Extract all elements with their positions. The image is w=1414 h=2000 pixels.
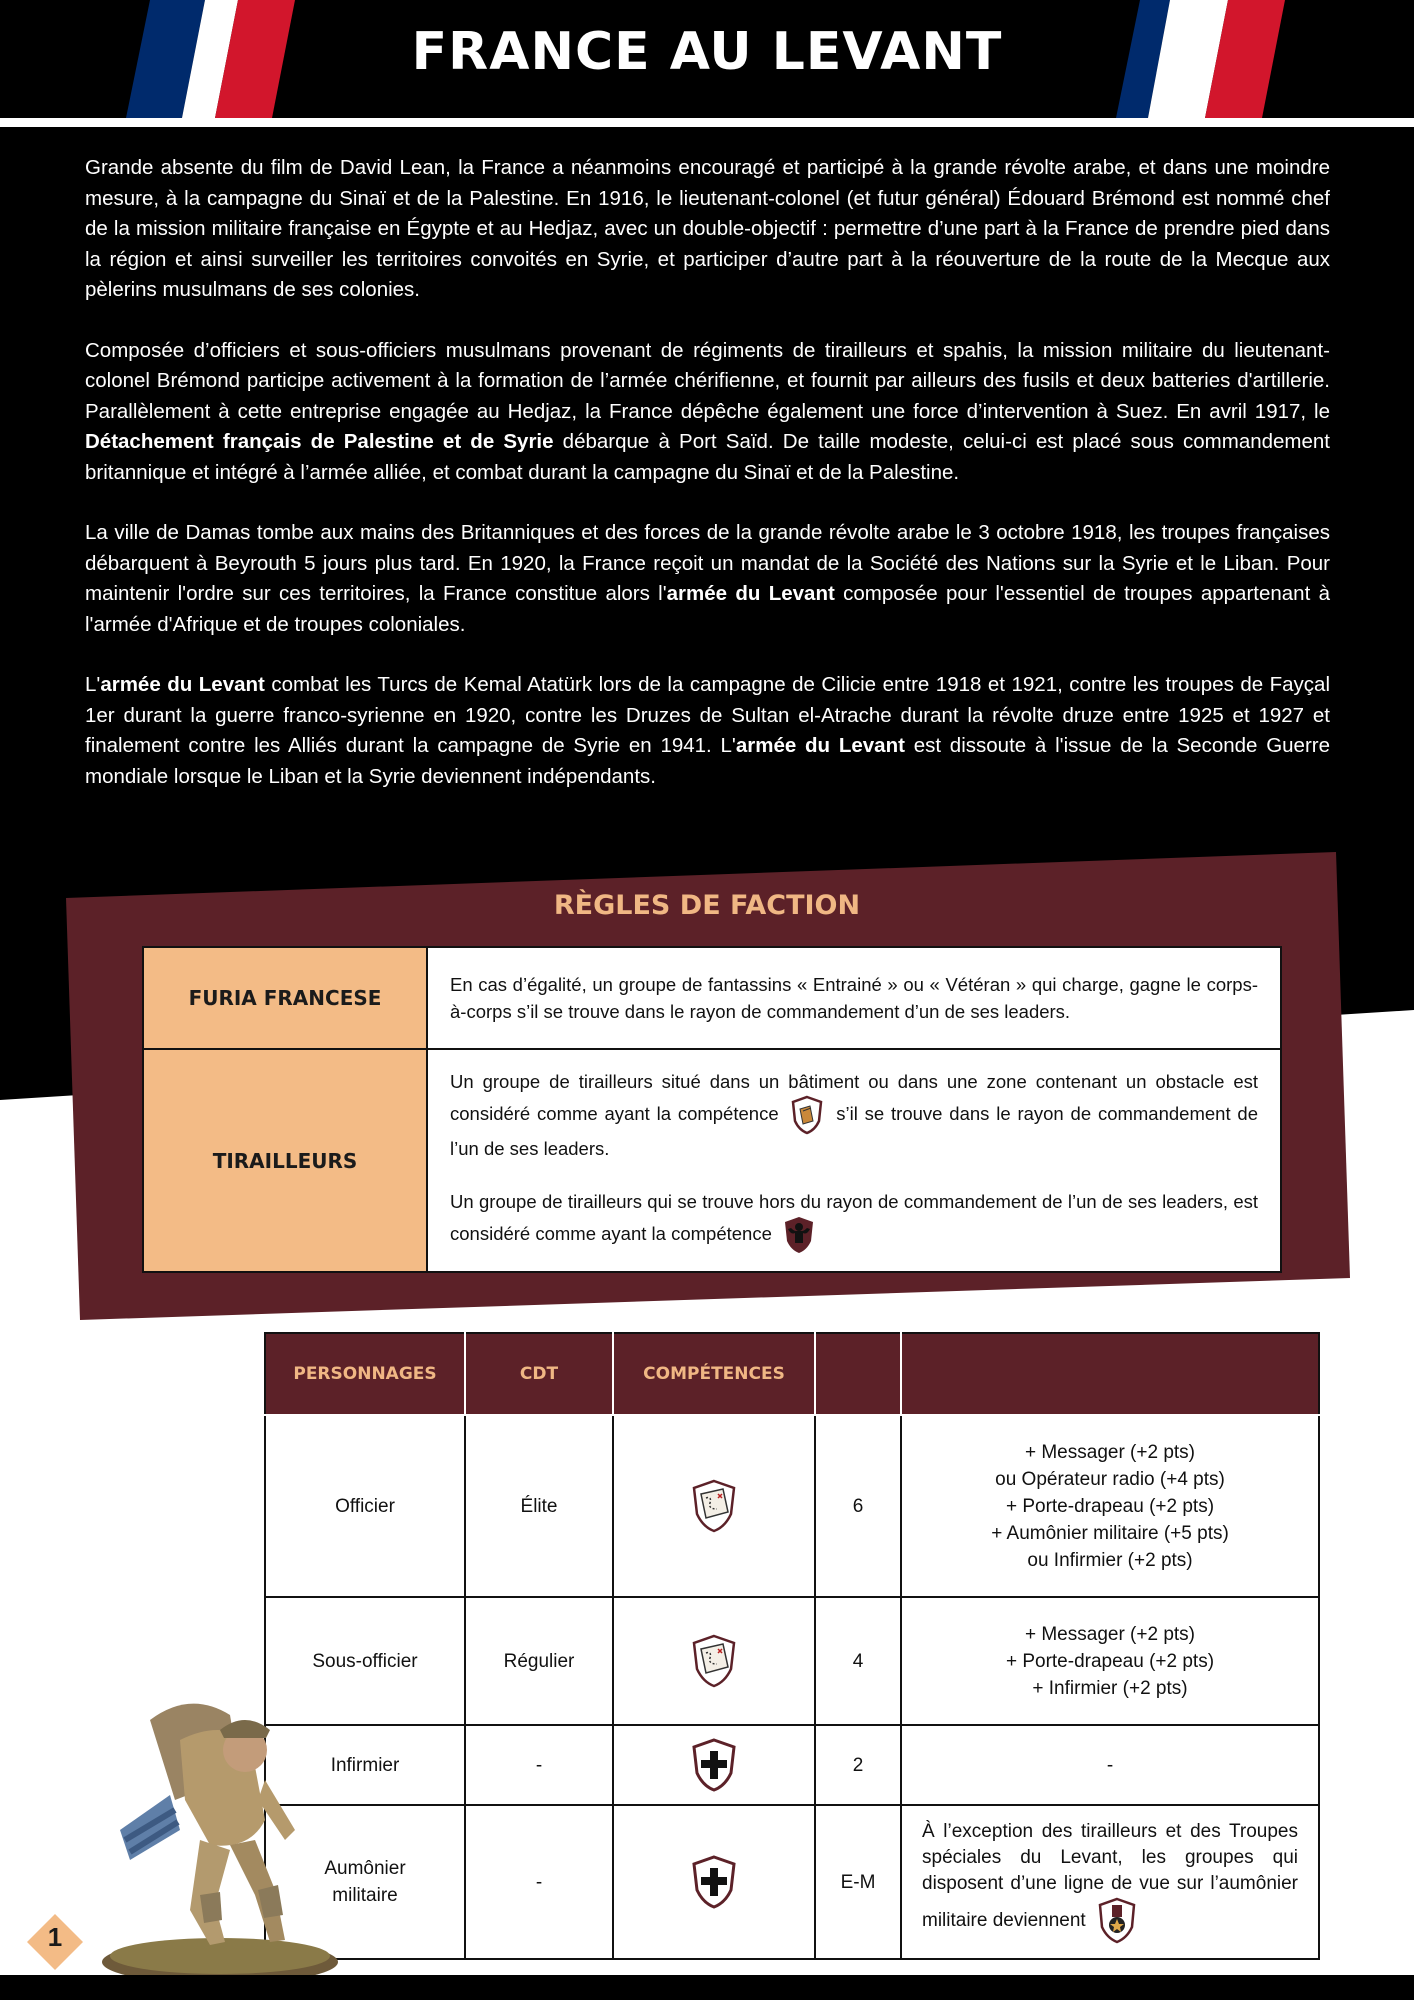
unit-options: + Messager (+2 pts) + Porte-drapeau (+2 pts) + Infirmier (+2 pts)	[901, 1597, 1319, 1725]
unit-cdt: Élite	[465, 1415, 613, 1597]
faction-rules-title: RÈGLES DE FACTION	[553, 890, 861, 921]
map-skill-icon	[690, 1478, 738, 1534]
unit-name: Officier	[265, 1415, 465, 1597]
unit-points: 6	[815, 1415, 901, 1597]
unit-name: Aumônier militaire	[265, 1805, 465, 1959]
intro-paragraph-1: Grande absente du film de David Lean, la France a néanmoins encouragé et participé à la grande révolte arabe, et dans une moindre mesure, à la campagne du Sinaï et de la Palestine. En 1916, le lieutenant-colonel (et futur général) Édouard Brémond est nommé chef de la mission militaire française en Égypte et au Hedjaz, avec un double-objectif : permettre d’une part à la France de prendre pied dans la région et ainsi surveiller les territoires convoités en Syrie, et participer d’autre part à la réouverture de la route de la Mecque aux pèlerins musulmans de ses colonies.	[85, 156, 1330, 301]
medal-skill-icon	[1097, 1897, 1137, 1945]
intro-paragraph-2: Composée d’officiers et sous-officiers musulmans provenant de régiments de tirailleurs et spahis, la mission militaire du lieutenant-colonel Brémond participe activement à la formation de l’armée chérifienne, et fournit par ailleurs des fusils et deux batteries d'artillerie. Parallèlement à cette entreprise engagée au Hedjaz, la France dépêche également une force d’intervention à Suez. En avril 1917, le Détachement français de Palestine et de Syrie débarque à Port Saïd. De taille modeste, celui-ci est placé sous commandement britannique et intégré à l’armée alliée, et combat durant la campagne du Sinaï et de la Palestine.	[85, 338, 1330, 484]
col-header-competences: COMPÉTENCES	[613, 1333, 815, 1415]
rule-row-furia	[143, 947, 1281, 1049]
units-table	[264, 1332, 1320, 1960]
unit-points: E-M	[815, 1805, 901, 1959]
col-header-options	[901, 1333, 1319, 1415]
rule-text-tirailleurs: Un groupe de tirailleurs situé dans un bâtiment ou dans une zone contenant un obstacle est considéré comme ayant la compétence s’il se trouve dans le rayon de commandement de l’un de ses leaders. Un groupe de tirailleurs qui se trouve hors du rayon de commandement de l’un de ses leaders, est considéré comme ayant la compétence	[427, 1049, 1281, 1272]
rule-name-furia-francese: FURIA FRANCESE	[143, 947, 427, 1049]
faction-rules-table	[142, 946, 1282, 1273]
unit-skill	[613, 1725, 815, 1805]
unit-options: -	[901, 1725, 1319, 1805]
intro-paragraph-3: La ville de Damas tombe aux mains des Britanniques et des forces de la grande révolte arabe le 3 octobre 1918, les troupes françaises débarquent à Beyrouth 5 jours plus tard. En 1920, la France reçoit un mandat de la Société des Nations sur la Syrie et le Liban. Pour maintenir l'ordre sur ces territoires, la France constitue alors l'armée du Levant composée pour l'essentiel de troupes appartenant à l'armée d'Afrique et de troupes coloniales.	[85, 521, 1330, 636]
medic-cross-icon	[690, 1737, 738, 1793]
col-header-personnages: PERSONNAGES	[265, 1333, 465, 1415]
unit-cdt: -	[465, 1805, 613, 1959]
rule-row-tirailleurs	[143, 1049, 1281, 1272]
col-header-cdt: CDT	[465, 1333, 613, 1415]
cover-skill-icon	[791, 1095, 823, 1135]
unit-note: À l’exception des tirailleurs et des Troupes spéciales du Levant, les groupes qui disposent d’une ligne de vue sur l’aumônier militaire deviennent	[901, 1805, 1319, 1959]
table-row	[265, 1725, 1319, 1805]
map-skill-icon	[690, 1633, 738, 1689]
table-row	[265, 1597, 1319, 1725]
unit-name: Infirmier	[265, 1725, 465, 1805]
table-row	[265, 1805, 1319, 1959]
unit-skill	[613, 1415, 815, 1597]
unit-points: 2	[815, 1725, 901, 1805]
unit-skill	[613, 1597, 815, 1725]
unit-cdt: Régulier	[465, 1597, 613, 1725]
bottom-bar	[0, 1975, 1414, 2000]
unit-cdt: -	[465, 1725, 613, 1805]
table-row	[265, 1415, 1319, 1597]
intro-text	[85, 153, 1330, 822]
unit-points: 4	[815, 1597, 901, 1725]
unit-name: Sous-officier	[265, 1597, 465, 1725]
strongman-skill-icon	[783, 1215, 815, 1255]
rule-name-tirailleurs: TIRAILLEURS	[143, 1049, 427, 1272]
header-divider	[0, 118, 1414, 127]
rule-text-furia-francese: En cas d’égalité, un groupe de fantassins « Entrainé » ou « Vétéran » qui charge, gagne le corps-à-corps s’il se trouve dans le rayon de commandement d’un de ses leaders.	[427, 947, 1281, 1049]
col-header-points	[815, 1333, 901, 1415]
unit-options: + Messager (+2 pts) ou Opérateur radio (+4 pts) + Porte-drapeau (+2 pts) + Aumônier militaire (+5 pts) ou Infirmier (+2 pts)	[901, 1415, 1319, 1597]
unit-skill	[613, 1805, 815, 1959]
soldier-miniature-figure	[80, 1680, 340, 1980]
medic-cross-icon	[690, 1854, 738, 1910]
page-number: 1	[47, 1922, 63, 1952]
units-header-row	[265, 1333, 1319, 1415]
page-title: FRANCE AU LEVANT	[411, 22, 1003, 82]
intro-paragraph-4: L'armée du Levant combat les Turcs de Kemal Atatürk lors de la campagne de Cilicie entre 1918 et 1921, contre les troupes de Fayçal 1er durant la guerre franco-syrienne en 1920, contre les Druzes de Sultan el-Atrache durant la révolte druze entre 1925 et 1927 et finalement contre les Alliés durant la campagne de Syrie en 1941. L'armée du Levant est dissoute à l'issue de la Seconde Guerre mondiale lorsque le Liban et la Syrie deviennent indépendants.	[85, 673, 1331, 788]
